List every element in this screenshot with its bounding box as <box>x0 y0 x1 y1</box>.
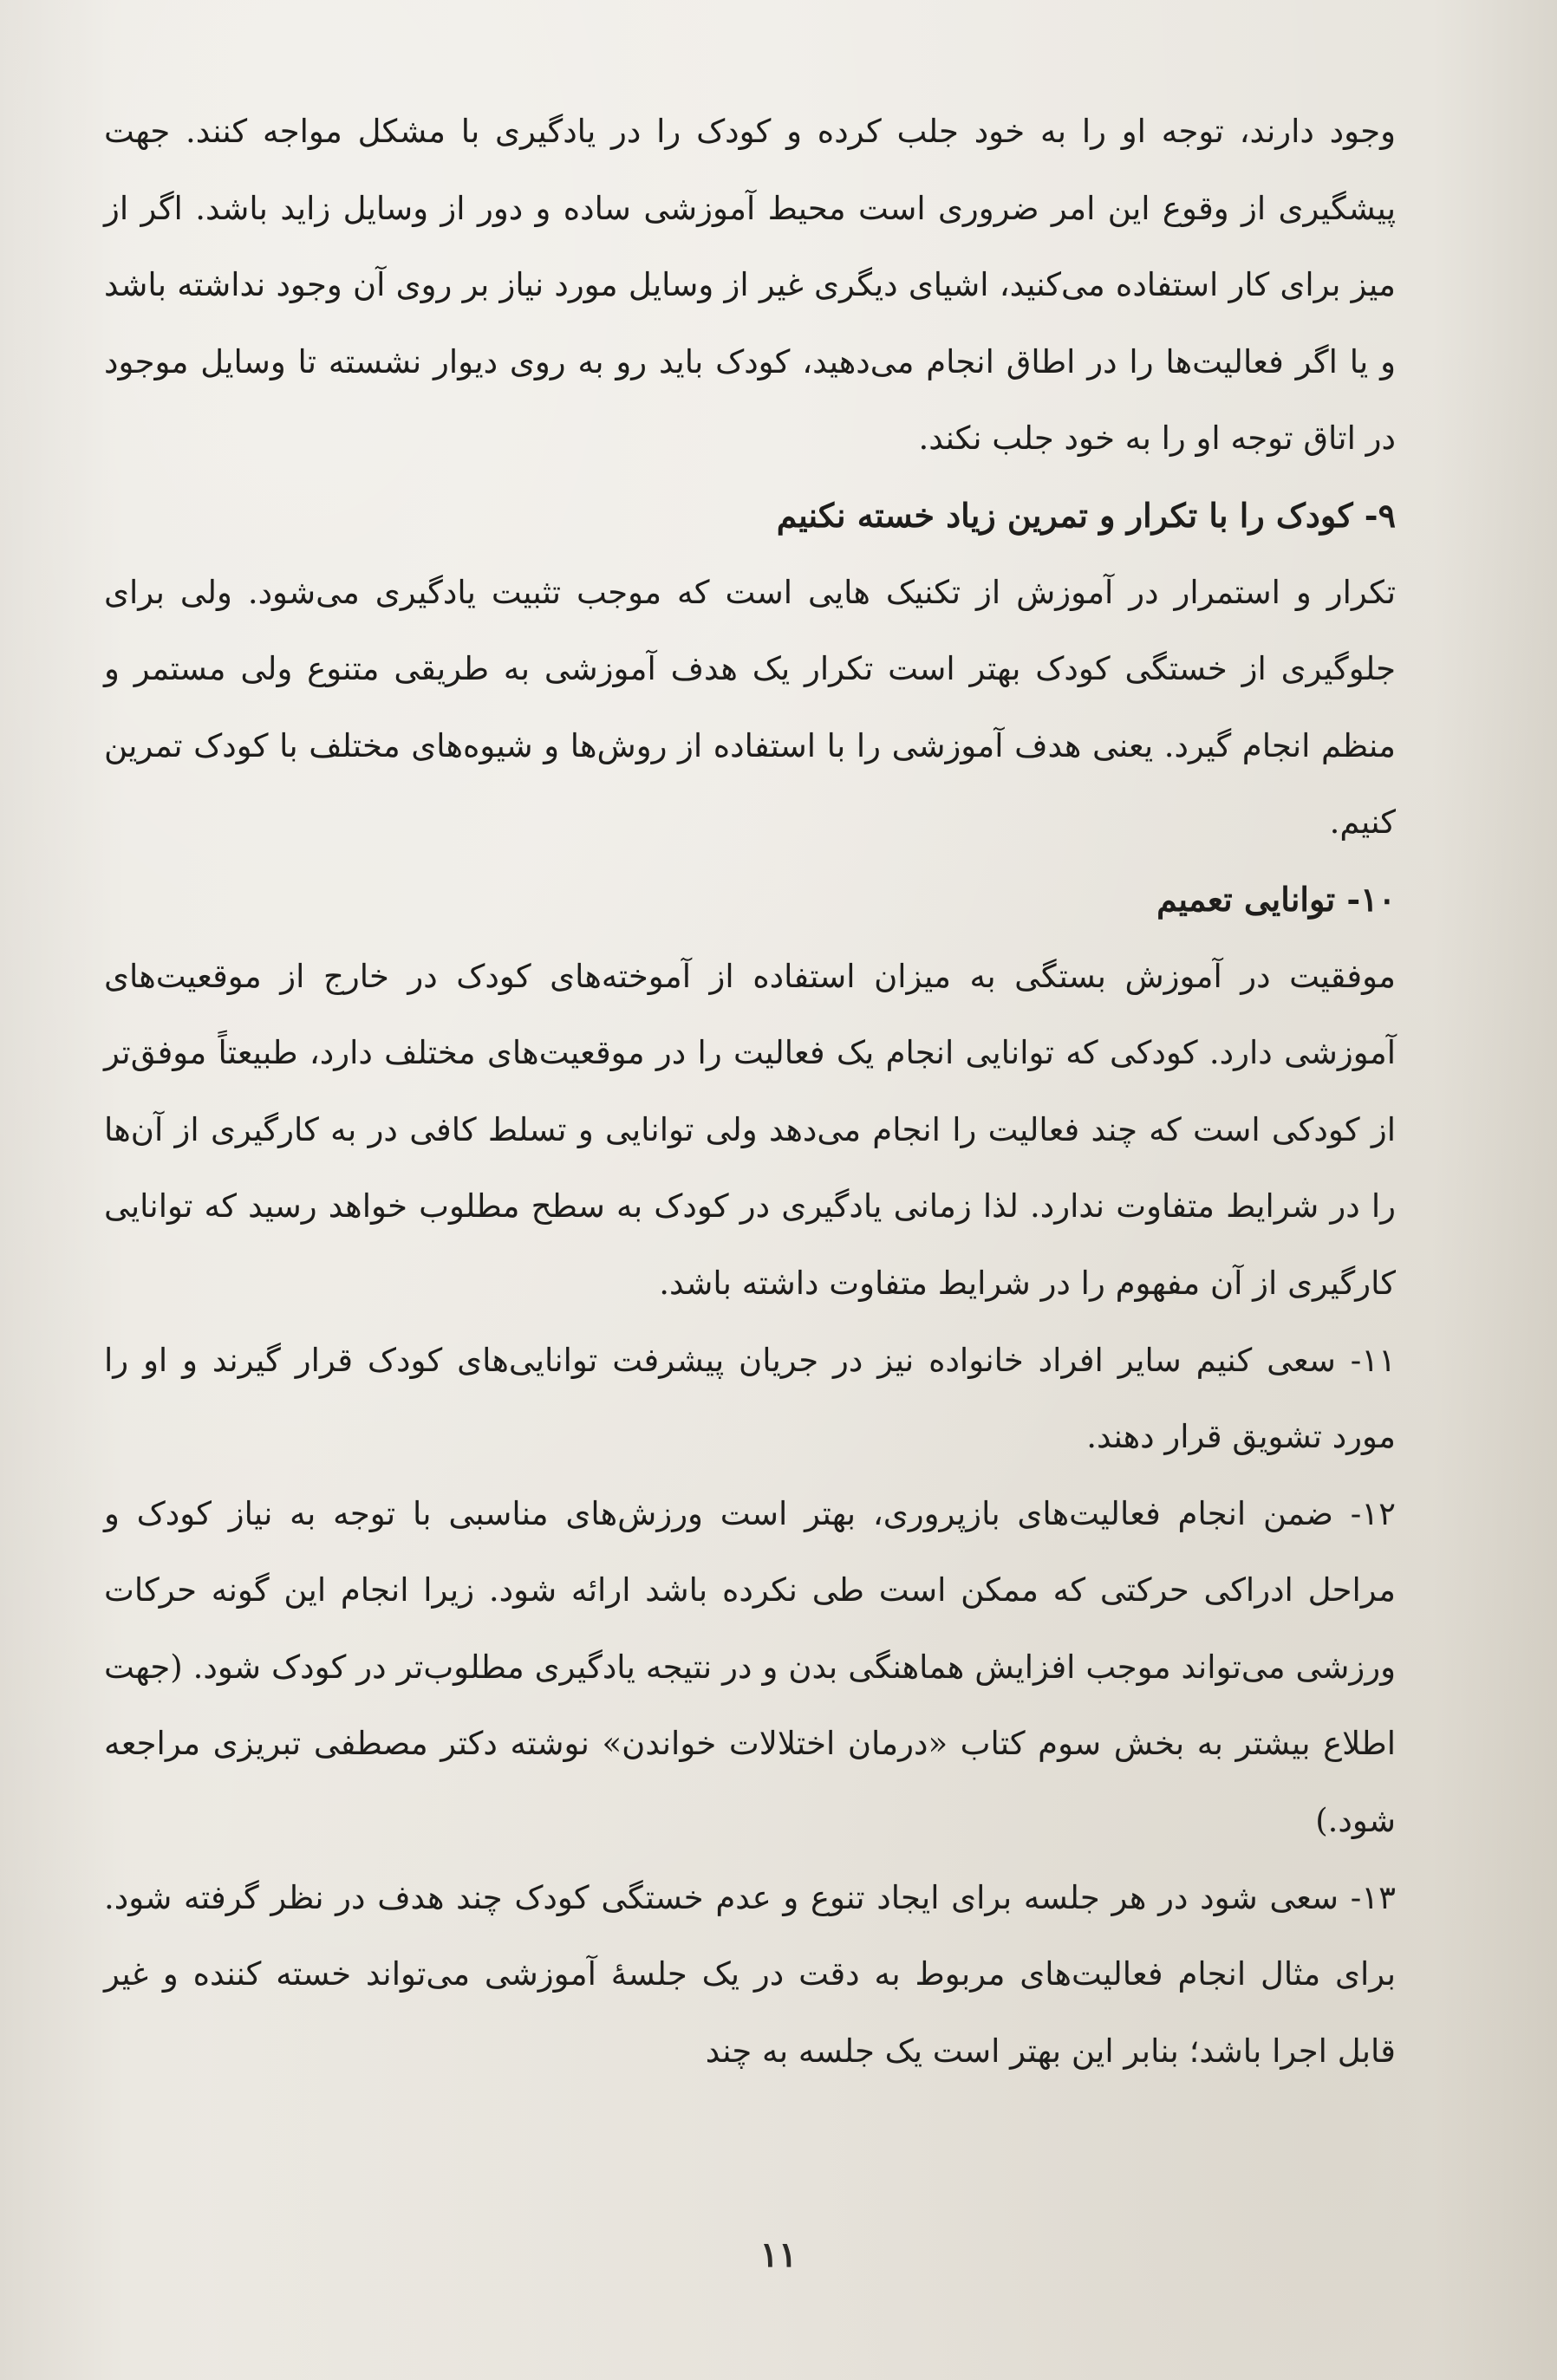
item-13: ۱۳- سعی شود در هر جلسه برای ایجاد تنوع و عدم خستگی کودک چند هدف در نظر گرفته شود. برای مثال انجام فعالیت‌های مربوط به دقت در یک جلسهٔ آموزشی می‌تواند خسته کننده و غیر قابل اجرا باشد؛ بنابر این بهتر است یک جلسه به چند <box>104 1878 1396 2070</box>
item-12: ۱۲- ضمن انجام فعالیت‌های بازپروری، بهتر است ورزش‌های مناسبی با توجه به نیاز کودک و مراحل ادراکی حرکتی که ممکن است طی نکرده باشد ارائه شود. زیرا انجام این گونه حرکات ورزشی می‌تواند موجب افزایش هماهنگی بدن و در نتیجه یادگیری مطلوب‌تر در کودک شود. (جهت اطلاع بیشتر به بخش سوم کتاب «درمان اختلالات خواندن» نوشته دکتر مصطفی تبریزی مراجعه شود.) <box>104 1494 1396 1840</box>
page-text-column <box>104 94 1396 2090</box>
item-11: ۱۱- سعی کنیم سایر افراد خانواده نیز در جریان پیشرفت توانایی‌های کودک قرار گیرند و او را مورد تشویق قرار دهند. <box>104 1341 1396 1456</box>
intro-paragraph: وجود دارند، توجه او را به خود جلب کرده و کودک را در یادگیری با مشکل مواجه کنند. جهت پیشگیری از وقوع این امر ضروری است محیط آموزشی ساده و دور از وسایل زاید باشد. اگر از میز برای کار استفاده می‌کنید، اشیای دیگری غیر از وسایل مورد نیاز بر روی آن وجود نداشته باشد و یا اگر فعالیت‌ها را در اطاق انجام می‌دهید، کودک باید رو به روی دیوار نشسته تا وسایل موجود در اتاق توجه او را به خود جلب نکند. <box>104 113 1396 458</box>
section-9-heading: ۹- کودک را با تکرار و تمرین زیاد خسته نکنیم <box>776 495 1396 535</box>
section-9-body: تکرار و استمرار در آموزش از تکنیک هایی است که موجب تثبیت یادگیری می‌شود. ولی برای جلوگیری از خستگی کودک بهتر است تکرار یک هدف آموزشی به طریقی متنوع ولی مستمر و منظم انجام گیرد. یعنی هدف آموزشی را با استفاده از روش‌ها و شیوه‌های مختلف با کودک تمرین کنیم. <box>104 573 1396 842</box>
page-number: ۱۱ <box>759 2234 798 2275</box>
section-10-heading: ۱۰- توانایی تعمیم <box>1156 879 1396 919</box>
section-10-body: موفقیت در آموزش بستگی به میزان استفاده از آموخته‌های کودک در خارج از موقعیت‌های آموزشی دارد. کودکی که توانایی انجام یک فعالیت را در موقعیت‌های مختلف دارد، طبیعتاً موفق‌تر از کودکی است که چند فعالیت را انجام می‌دهد ولی توانایی و تسلط کافی در به کارگیری از آن‌ها را در شرایط متفاوت ندارد. لذا زمانی یادگیری در کودک به سطح مطلوب خواهد رسید که توانایی کارگیری از آن مفهوم را در شرایط متفاوت داشته باشد. <box>104 957 1396 1302</box>
